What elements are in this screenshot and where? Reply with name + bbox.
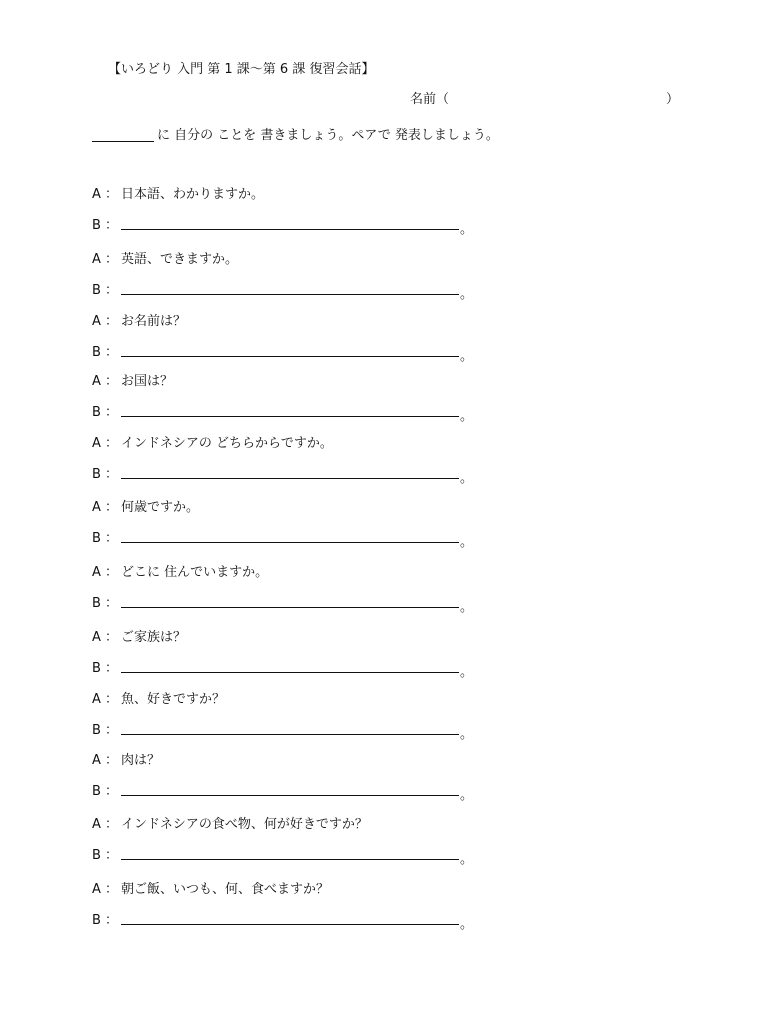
question-text: 魚、好きですか？: [121, 692, 226, 707]
speaker-b-label: B ：: [92, 723, 119, 738]
speaker-a-label: A ：: [92, 630, 119, 645]
question-text: お名前は？: [121, 314, 187, 329]
speaker-b-label: B ：: [92, 661, 119, 676]
worksheet-title: 【いろどり 入門 第 1 課〜第 6 課 復習会話】: [108, 62, 375, 77]
answer-period: 。: [460, 287, 474, 302]
speaker-b-label: B ：: [92, 283, 119, 298]
speaker-b-label: B ：: [92, 345, 119, 360]
speaker-a-label: A ：: [92, 500, 119, 515]
speaker-b-label: B ：: [92, 405, 119, 420]
question-text: お国は？: [121, 374, 174, 389]
speaker-a-label: A ：: [92, 817, 119, 832]
answer-period: 。: [460, 471, 474, 486]
speaker-b-label: B ：: [92, 467, 119, 482]
question-text: 日本語、わかりますか。: [121, 187, 265, 202]
question-text: 朝ご飯、いつも、何、食べますか？: [121, 882, 330, 897]
answer-line[interactable]: [121, 859, 459, 860]
question-text: 何歳ですか。: [121, 500, 200, 515]
answer-period: 。: [460, 222, 474, 237]
answer-line[interactable]: [121, 795, 459, 796]
speaker-b-label: B ：: [92, 848, 119, 863]
speaker-a-label: A ：: [92, 374, 119, 389]
answer-period: 。: [460, 917, 474, 932]
answer-line[interactable]: [121, 924, 459, 925]
speaker-a-label: A ：: [92, 187, 119, 202]
instruction-text: に 自分の ことを 書きましょう。ペアで 発表しましょう。: [157, 128, 499, 143]
speaker-a-label: A ：: [92, 692, 119, 707]
speaker-b-label: B ：: [92, 784, 119, 799]
question-text: 肉は？: [121, 753, 161, 768]
answer-line[interactable]: [121, 294, 459, 295]
answer-line[interactable]: [121, 734, 459, 735]
speaker-b-label: B ：: [92, 913, 119, 928]
answer-period: 。: [460, 409, 474, 424]
answer-period: 。: [460, 727, 474, 742]
answer-period: 。: [460, 852, 474, 867]
answer-line[interactable]: [121, 416, 459, 417]
question-text: インドネシアの食べ物、何が好きですか？: [121, 817, 368, 832]
question-text: どこに 住んでいますか。: [121, 565, 269, 580]
speaker-b-label: B ：: [92, 218, 119, 233]
answer-line[interactable]: [121, 542, 459, 543]
speaker-a-label: A ：: [92, 565, 119, 580]
question-text: インドネシアの どちらからですか。: [121, 436, 333, 451]
speaker-a-label: A ：: [92, 753, 119, 768]
answer-line[interactable]: [121, 672, 459, 673]
speaker-a-label: A ：: [92, 314, 119, 329]
speaker-a-label: A ：: [92, 252, 119, 267]
answer-line[interactable]: [121, 607, 459, 608]
question-text: ご家族は？: [121, 630, 187, 645]
answer-period: 。: [460, 600, 474, 615]
name-close-paren: ）: [666, 92, 680, 107]
speaker-a-label: A ：: [92, 436, 119, 451]
speaker-a-label: A ：: [92, 882, 119, 897]
answer-period: 。: [460, 535, 474, 550]
answer-line[interactable]: [121, 356, 459, 357]
answer-line[interactable]: [121, 229, 459, 230]
question-text: 英語、できますか。: [121, 252, 239, 267]
answer-period: 。: [460, 788, 474, 803]
instruction-blank-line[interactable]: [92, 141, 154, 142]
answer-line[interactable]: [121, 478, 459, 479]
speaker-b-label: B ：: [92, 531, 119, 546]
name-label: 名前（: [410, 92, 450, 107]
speaker-b-label: B ：: [92, 596, 119, 611]
answer-period: 。: [460, 349, 474, 364]
answer-period: 。: [460, 665, 474, 680]
